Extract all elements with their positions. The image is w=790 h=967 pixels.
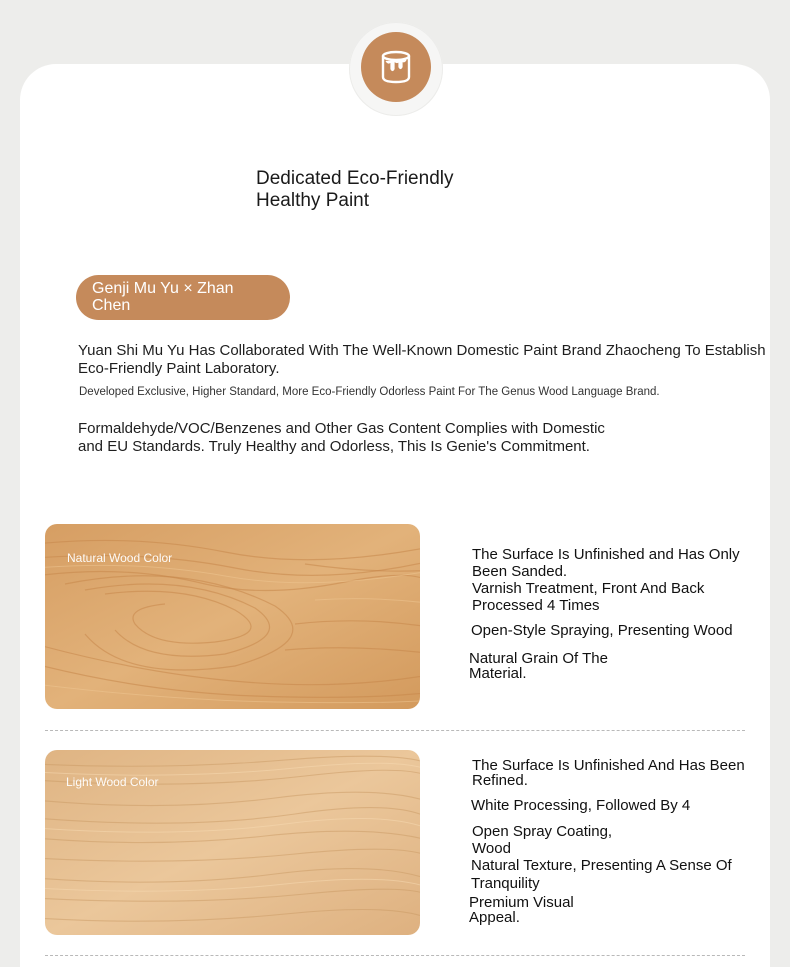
finish-desc-line: Open Spray Coating, Wood	[472, 823, 613, 857]
badge-ring	[349, 22, 443, 116]
finish-desc-line: White Processing, Followed By 4	[471, 797, 691, 814]
natural-wood-swatch	[45, 524, 420, 709]
intro-subtext: Developed Exclusive, Higher Standard, More Eco-Friendly Odorless Paint For The Genus Wood Language Brand.	[79, 386, 660, 398]
light-wood-swatch	[45, 750, 420, 935]
page-title: Dedicated Eco-Friendly Healthy Paint	[256, 168, 454, 211]
finish-desc-line: The Surface Is Unfinished And Has Been Refined.	[472, 757, 745, 789]
paint-bucket-icon	[361, 32, 431, 102]
section-divider	[45, 730, 745, 731]
section-divider	[45, 955, 745, 956]
swatch-label: Natural Wood Color	[67, 551, 173, 565]
finish-desc-line: The Surface Is Unfinished and Has Only Been Sanded.	[472, 546, 740, 580]
collab-badge: Genji Mu Yu × Zhan Chen	[76, 275, 290, 320]
finish-desc-line: Natural Grain Of The Material.	[469, 650, 608, 682]
finish-desc-line: Open-Style Spraying, Presenting Wood	[471, 622, 733, 639]
finish-desc-line: Premium Visual Appeal.	[469, 894, 574, 926]
intro-standards: Formaldehyde/VOC/Benzenes and Other Gas Content Complies with Domestic and EU Standards. Truly Healthy and Odorless, This Is Genie's Commitment.	[78, 420, 605, 455]
finish-desc-line: Natural Texture, Presenting A Sense Of Tranquility	[471, 857, 732, 892]
intro-paragraph: Yuan Shi Mu Yu Has Collaborated With The Well-Known Domestic Paint Brand Zhaocheng To Establish Eco-Friendly Paint Laboratory.	[78, 342, 766, 377]
swatch-label: Light Wood Color	[66, 775, 159, 789]
finish-desc-line: Varnish Treatment, Front And Back Processed 4 Times	[472, 580, 705, 614]
